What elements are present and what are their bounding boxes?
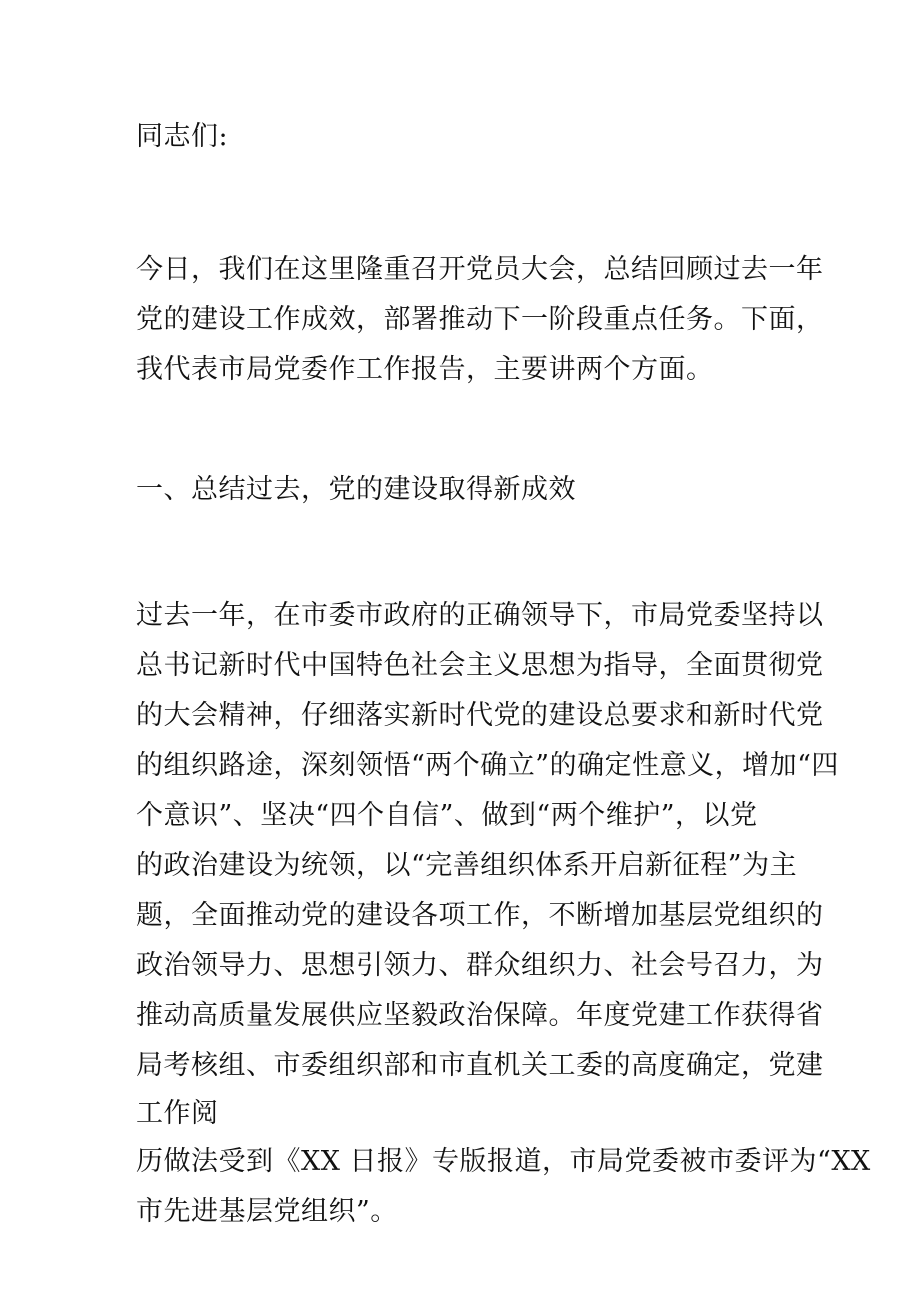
intro-line: 党的建设工作成效，部署推动下一阶段重点任务。下面，: [136, 304, 824, 335]
body-line: 总书记新时代中国特色社会主义思想为指导，全面贯彻党: [136, 650, 824, 681]
salutation: 同志们:: [136, 121, 229, 152]
body-line: 个意识”、坚决“四个自信”、做到“两个维护”，以党: [136, 800, 758, 831]
body-line: 市先进基层党组织”。: [136, 1196, 398, 1227]
section-heading: 一、总结过去，党的建设取得新成效: [136, 474, 576, 505]
body-line: 政治领导力、思想引领力、群众组织力、社会号召力，为: [136, 950, 824, 981]
body-line: 工作阅: [136, 1098, 219, 1129]
body-line: 的大会精神，仔细落实新时代党的建设总要求和新时代党: [136, 700, 824, 731]
body-line: 的组织路途，深刻领悟“两个确立”的确定性意义，增加“四: [136, 750, 839, 781]
body-line: 题，全面推动党的建设各项工作，不断增加基层党组织的: [136, 900, 824, 931]
body-line: 推动高质量发展供应坚毅政治保障。年度党建工作获得省: [136, 1000, 824, 1031]
body-line: 局考核组、市委组织部和市直机关工委的高度确定，党建: [136, 1050, 824, 1081]
intro-line: 今日，我们在这里隆重召开党员大会，总结回顾过去一年: [136, 254, 824, 285]
body-line: 的政治建设为统领，以“完善组织体系开启新征程”为主: [136, 850, 798, 881]
body-line: 过去一年，在市委市政府的正确领导下，市局党委坚持以: [136, 600, 824, 631]
body-line: 历做法受到《XX 日报》专版报道，市局党委被市委评为“XX: [136, 1146, 871, 1177]
intro-line: 我代表市局党委作工作报告，主要讲两个方面。: [136, 354, 714, 385]
